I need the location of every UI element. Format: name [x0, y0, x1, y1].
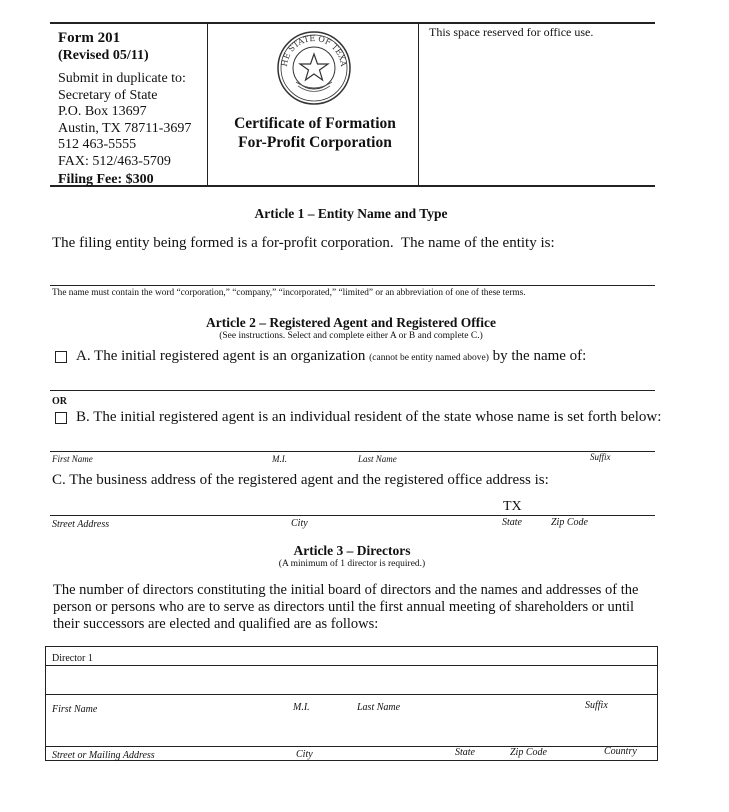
director-address-field[interactable] — [45, 746, 658, 747]
address-zip-label: Zip Code — [551, 517, 588, 528]
option-c-text: C. The business address of the registered agent and the registered office address is: — [52, 472, 549, 488]
form-number: Form 201 — [58, 30, 121, 46]
form-title-line1: Certificate of Formation — [234, 115, 396, 132]
header-divider-left — [207, 22, 208, 186]
seal-text: HE STATE OF TEXA — [279, 33, 349, 68]
article1-text: The filing entity being formed is a for-profit corporation. The name of the entity is: — [52, 235, 555, 251]
article3-subheading: (A minimum of 1 director is required.) — [278, 559, 426, 569]
director-mi-label: M.I. — [293, 702, 310, 713]
address-street-label: Street Address — [52, 519, 110, 530]
option-a-checkbox[interactable] — [55, 351, 67, 363]
director-name-field[interactable] — [45, 694, 658, 695]
director-1-box — [45, 646, 658, 761]
article1-note: The name must contain the word “corporation,” “company,” “incorporated,” “limited” or an abbreviation of one of these terms. — [52, 288, 526, 298]
director-last-name-label: Last Name — [357, 702, 401, 713]
address-state-label: State — [502, 517, 522, 528]
director-suffix-label: Suffix — [585, 700, 608, 711]
agent-name-field[interactable] — [50, 451, 655, 452]
agent-mi-label: M.I. — [272, 454, 287, 464]
registered-address-field[interactable] — [50, 515, 655, 516]
option-a-text — [76, 348, 586, 365]
entity-name-field[interactable] — [50, 285, 655, 286]
agent-last-name-label: Last Name — [358, 454, 397, 464]
agent-first-name-label: First Name — [52, 454, 93, 464]
submit-address-block — [58, 71, 191, 170]
submit-line: 512 463-5555 — [58, 137, 137, 152]
submit-line: Austin, TX 78711-3697 — [58, 120, 192, 136]
option-a-paren: (cannot be entity named above) — [369, 353, 489, 363]
filing-fee: Filing Fee: $300 — [58, 172, 154, 187]
form-revised: (Revised 05/11) — [58, 48, 149, 63]
office-use-note: This space reserved for office use. — [429, 25, 594, 39]
article2-heading: Article 2 – Registered Agent and Registered Office — [205, 315, 497, 330]
registered-state-value: TX — [503, 499, 522, 514]
address-city-label: City — [291, 518, 308, 529]
director-1-label-rule — [45, 665, 658, 666]
director-country-label: Country — [604, 746, 637, 757]
form-title-line2: For-Profit Corporation — [238, 134, 392, 151]
option-b-text: B. The initial registered agent is an individual resident of the state whose name is set forth below: — [76, 409, 662, 425]
submit-line: FAX: 512/463-5709 — [58, 153, 171, 169]
article1-heading: Article 1 – Entity Name and Type — [254, 206, 448, 221]
option-b-checkbox[interactable] — [55, 412, 67, 424]
submit-line: Submit in duplicate to: — [58, 71, 186, 86]
article3-heading: Article 3 – Directors — [293, 543, 411, 558]
or-label: OR — [52, 396, 67, 407]
texas-seal-icon — [276, 30, 352, 106]
header-top-rule — [50, 22, 655, 24]
organization-name-field[interactable] — [50, 390, 655, 391]
option-a-suffix: by the name of: — [492, 348, 587, 364]
option-a-prefix: A. The initial registered agent is an organization — [76, 348, 366, 364]
director-state-label: State — [455, 747, 475, 758]
director-zip-label: Zip Code — [510, 747, 547, 758]
article3-text-line: person or persons who are to serve as directors until the first annual meeting of shareholders or until — [53, 599, 635, 615]
submit-line: Secretary of State — [58, 87, 158, 103]
director-first-name-label: First Name — [52, 704, 98, 715]
director-1-label: Director 1 — [52, 653, 93, 664]
director-street-label: Street or Mailing Address — [52, 750, 155, 761]
article3-text — [53, 582, 638, 633]
article3-text-line: their successors are elected and qualified are as follows: — [53, 616, 379, 632]
article3-text-line: The number of directors constituting the initial board of directors and the names and addresses of the — [53, 582, 639, 598]
director-city-label: City — [296, 749, 313, 760]
form-title — [220, 114, 410, 152]
agent-suffix-label: Suffix — [590, 452, 611, 462]
header-divider-right — [418, 22, 419, 186]
submit-line: P.O. Box 13697 — [58, 104, 147, 119]
article2-subheading: (See instructions. Select and complete either A or B and complete C.) — [219, 331, 483, 341]
